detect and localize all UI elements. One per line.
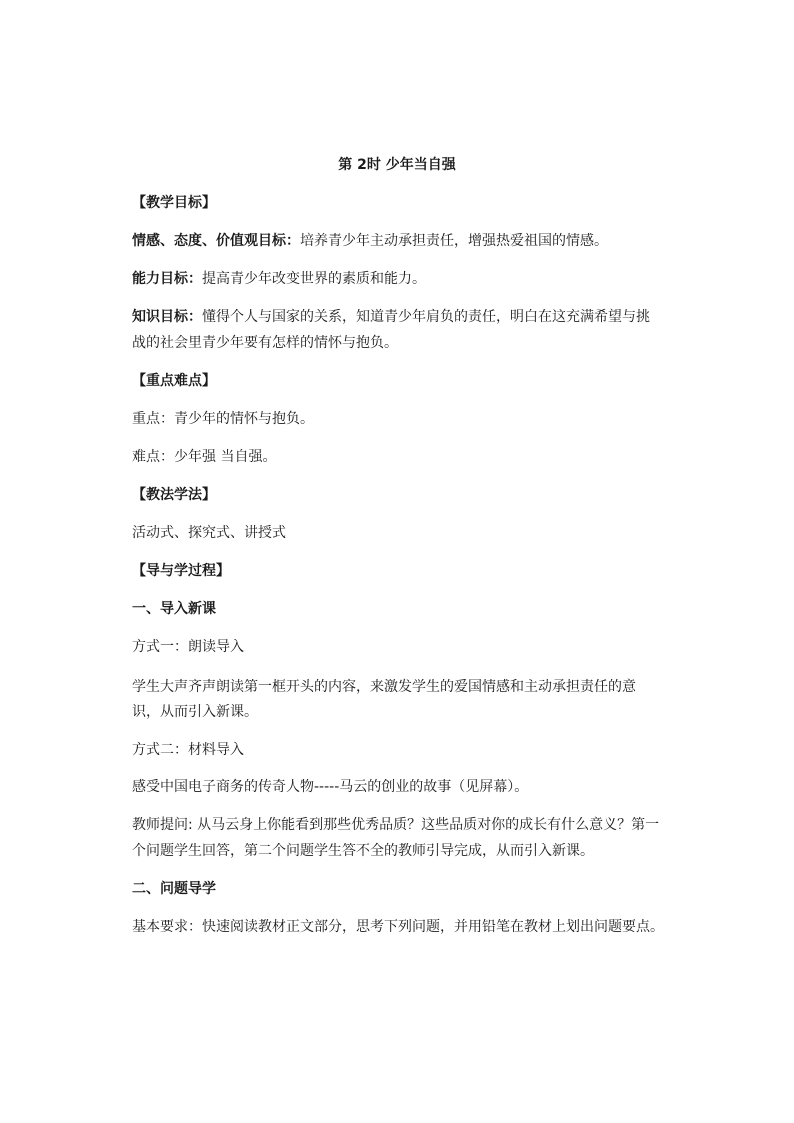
part1-heading: 一、导入新课 bbox=[132, 601, 216, 617]
emotion-goal-label: 情感、态度、价值观目标： bbox=[132, 233, 300, 249]
teacher-question: 教师提问: 从马云身上你能看到那些优秀品质？这些品质对你的成长有什么意义？第一 bbox=[132, 817, 660, 833]
key-point: 重点：青少年的情怀与抱负。 bbox=[132, 411, 314, 427]
part2-heading: 二、问题导学 bbox=[132, 881, 216, 897]
knowledge-goal-label: 知识目标： bbox=[132, 309, 202, 325]
way1-text-continued: 识，从而引入新课。 bbox=[132, 704, 258, 720]
way2-text: 感受中国电子商务的传奇人物-----马云的创业的故事（见屏幕）。 bbox=[132, 779, 529, 795]
way1-text: 学生大声齐声朗读第一框开头的内容，来激发学生的爱国情感和主动承担责任的意 bbox=[132, 679, 636, 695]
ability-goal-label: 能力目标： bbox=[132, 271, 202, 287]
way1-label: 方式一：朗读导入 bbox=[132, 639, 244, 655]
teaching-goals-heading: 【教学目标】 bbox=[132, 195, 216, 211]
key-difficult-heading: 【重点难点】 bbox=[132, 373, 216, 389]
knowledge-goal bbox=[132, 307, 650, 327]
ability-goal bbox=[132, 269, 426, 289]
ability-goal-text: 提高青少年改变世界的素质和能力。 bbox=[202, 271, 426, 287]
teacher-question-continued: 个问题学生回答，第二个问题学生答不全的教师引导完成，从而引入新课。 bbox=[132, 843, 594, 859]
knowledge-goal-text: 懂得个人与国家的关系，知道青少年肩负的责任，明白在这充满希望与挑 bbox=[202, 309, 650, 325]
teaching-method-text: 活动式、探究式、讲授式 bbox=[132, 525, 286, 541]
teaching-method-heading: 【教法学法】 bbox=[132, 487, 216, 503]
difficult-point: 难点：少年强 当自强。 bbox=[132, 449, 277, 465]
knowledge-goal-continued: 战的社会里青少年要有怎样的情怀与抱负。 bbox=[132, 335, 398, 351]
page-title: 第 2时 少年当自强 bbox=[338, 157, 456, 173]
emotion-goal bbox=[132, 231, 608, 251]
emotion-goal-text: 培养青少年主动承担责任，增强热爱祖国的情感。 bbox=[300, 233, 608, 249]
way2-label: 方式二：材料导入 bbox=[132, 742, 244, 758]
basic-requirement: 基本要求：快速阅读教材正文部分，思考下列问题，并用铅笔在教材上划出问题要点。 bbox=[132, 919, 664, 935]
process-heading: 【导与学过程】 bbox=[132, 563, 230, 579]
